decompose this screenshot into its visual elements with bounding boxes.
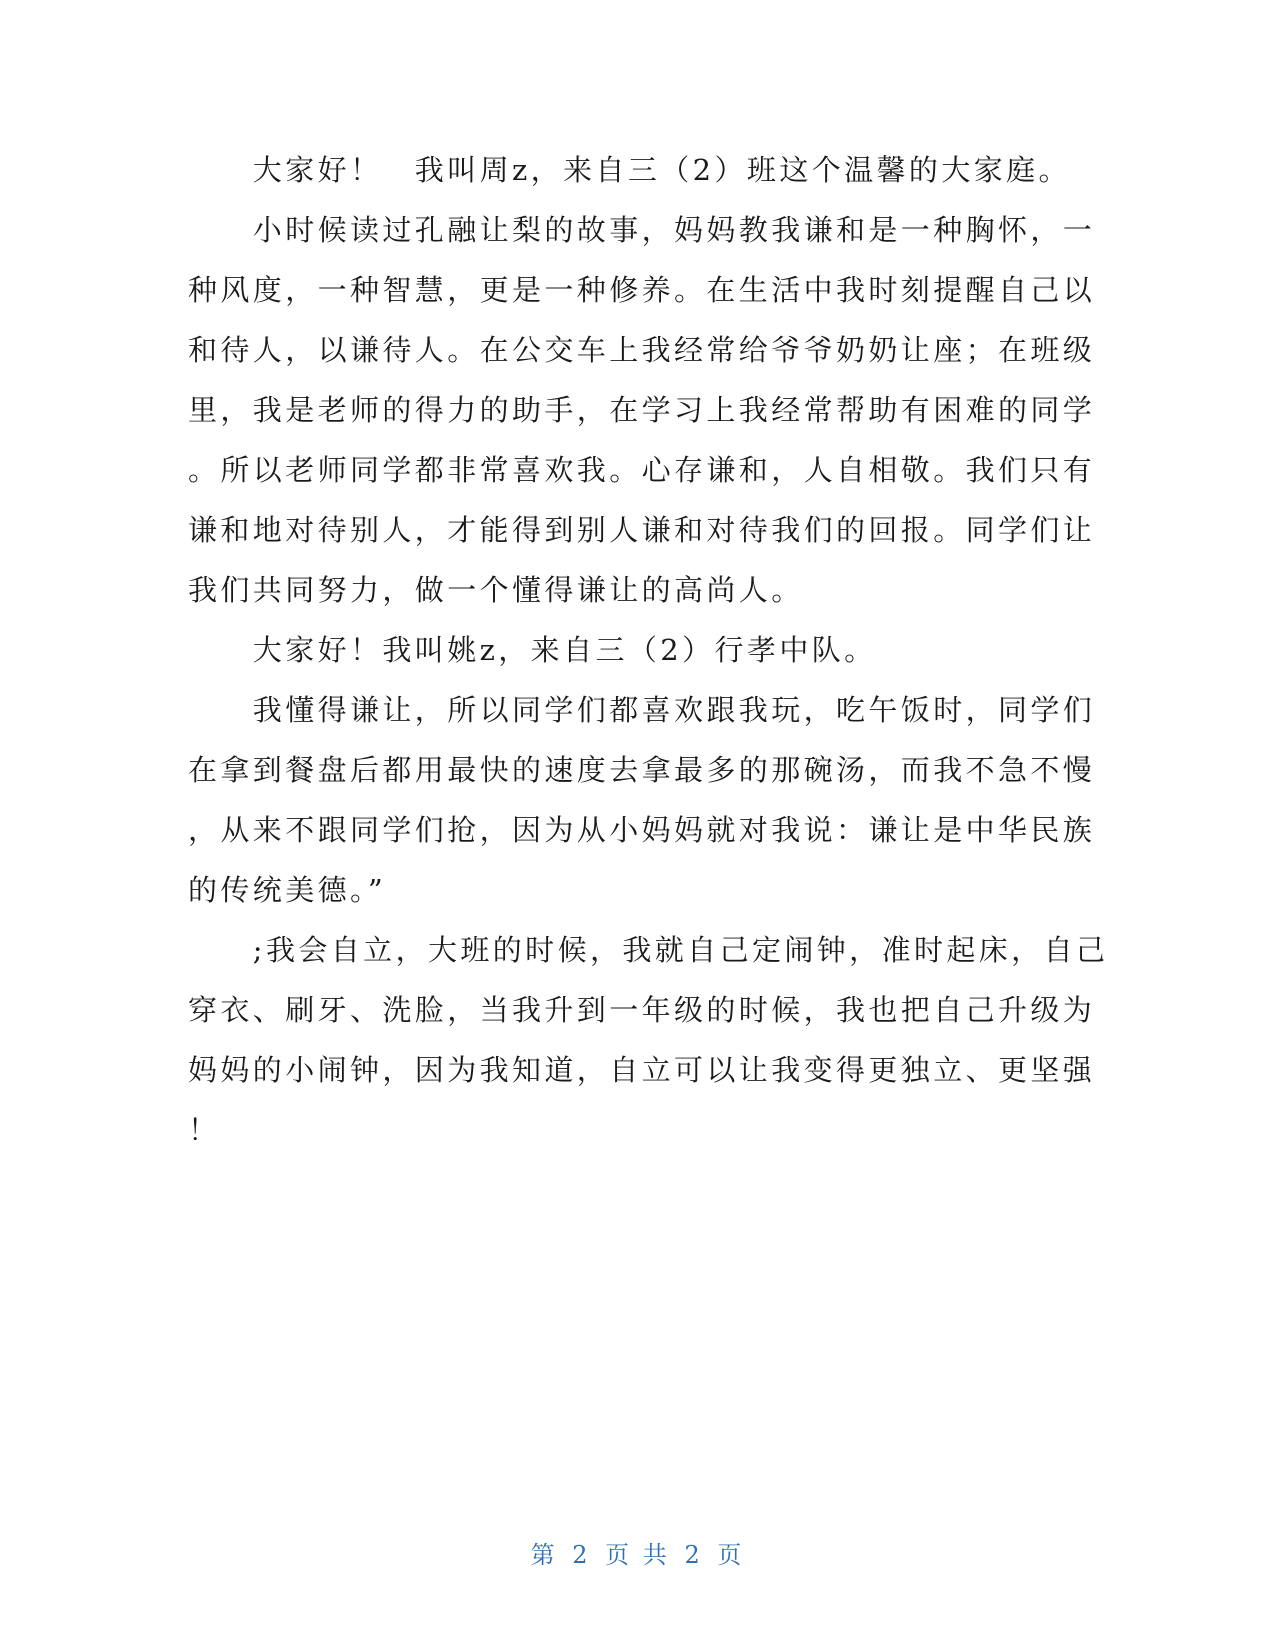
text-line: 我懂得谦让，所以同学们都喜欢跟我玩，吃午饭时，同学们 [188, 693, 1096, 727]
document-body [188, 140, 1109, 1160]
current-page-number: 2 [572, 1541, 591, 1569]
text-line: 穿衣、刷牙、洗脸，当我升到一年级的时候，我也把自己升级为 [188, 993, 1096, 1027]
total-pages-number: 2 [684, 1541, 703, 1569]
text-line: 谦和地对待别人，才能得到别人谦和对待我们的回报。同学们让 [188, 513, 1096, 547]
footer-prefix: 第 [530, 1541, 558, 1569]
text-line: 的传统美德。” [188, 873, 387, 907]
text-line: 里，我是老师的得力的助手，在学习上我经常帮助有困难的同学 [188, 393, 1096, 427]
footer-suffix: 页 [717, 1541, 745, 1569]
text-line: 。所以老师同学都非常喜欢我。心存谦和，人自相敬。我们只有 [188, 453, 1096, 487]
text-line: 我们共同努力，做一个懂得谦让的高尚人。 [188, 573, 804, 607]
text-line: 种风度，一种智慧，更是一种修养。在生活中我时刻提醒自己以 [188, 273, 1096, 307]
text-line: ！ [188, 1113, 221, 1147]
text-line: 妈妈的小闹钟，因为我知道，自立可以让我变得更独立、更坚强 [188, 1053, 1096, 1087]
text-line: 小时候读过孔融让梨的故事，妈妈教我谦和是一种胸怀，一 [188, 213, 1096, 247]
text-line: 大家好！ 我叫周z，来自三（2）班这个温馨的大家庭。 [188, 153, 1071, 187]
text-line: 大家好！我叫姚z，来自三（2）行孝中队。 [188, 633, 877, 667]
text-line: ，从来不跟同学们抢，因为从小妈妈就对我说：谦让是中华民族 [188, 813, 1096, 847]
page-footer [0, 1540, 1275, 1570]
footer-middle: 页 共 [605, 1541, 670, 1569]
text-line: 和待人，以谦待人。在公交车上我经常给爷爷奶奶让座；在班级 [188, 333, 1096, 367]
text-line: ;我会自立，大班的时候，我就自己定闹钟，准时起床，自己 [188, 933, 1109, 967]
text-line: 在拿到餐盘后都用最快的速度去拿最多的那碗汤，而我不急不慢 [188, 753, 1096, 787]
